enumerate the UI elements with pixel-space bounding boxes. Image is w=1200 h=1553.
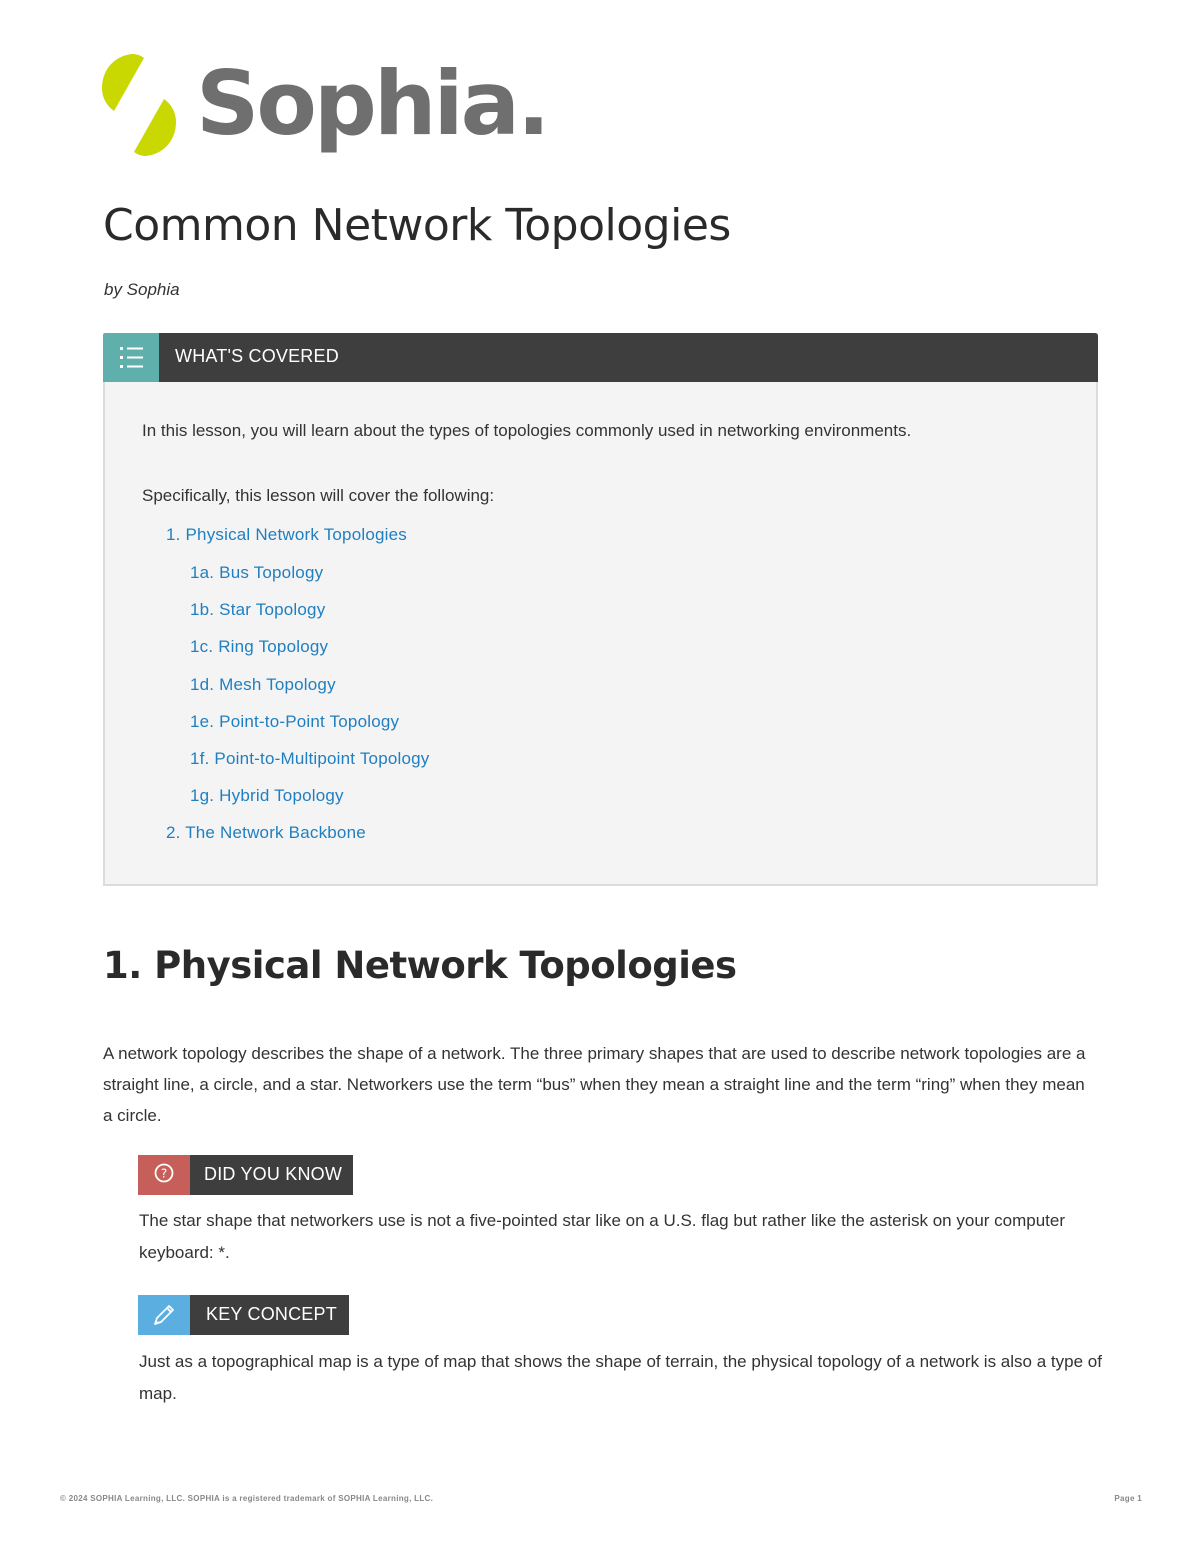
toc-link-physical-network-topologies[interactable]: 1. Physical Network Topologies — [166, 525, 407, 544]
did-you-know-title: DID YOU KNOW — [204, 1164, 343, 1184]
whats-covered-box — [103, 333, 1098, 886]
byline: by Sophia — [104, 280, 180, 299]
footer-copyright: © 2024 SOPHIA Learning, LLC. SOPHIA is a registered trademark of SOPHIA Learning, LLC. — [60, 1494, 434, 1503]
svg-text:?: ? — [160, 1166, 168, 1181]
footer-page-number: Page 1 — [1114, 1494, 1142, 1503]
toc-link-point-to-point-topology[interactable]: 1e. Point-to-Point Topology — [190, 712, 400, 731]
key-concept-title: KEY CONCEPT — [206, 1304, 337, 1324]
page-title: Common Network Topologies — [103, 200, 731, 251]
whats-covered-specifically: Specifically, this lesson will cover the following: — [142, 486, 495, 505]
toc-link-mesh-topology[interactable]: 1d. Mesh Topology — [190, 675, 336, 694]
list-icon — [103, 333, 159, 382]
sophia-logo — [100, 52, 548, 162]
question-circle-icon — [138, 1155, 190, 1195]
sophia-logo-wordmark: Sophia. — [196, 52, 548, 155]
section-paragraph: A network topology describes the shape of a network. The three primary shapes that are used to describe network topologies are a straight line, a circle, and a star. Networkers use the term “bus” when they mean a straight line and the term “ring” when they mean a circle. — [103, 1044, 1086, 1125]
toc-link-hybrid-topology[interactable]: 1g. Hybrid Topology — [190, 786, 344, 805]
toc-link-bus-topology[interactable]: 1a. Bus Topology — [190, 563, 324, 582]
whats-covered-header — [103, 333, 1098, 382]
toc-link-star-topology[interactable]: 1b. Star Topology — [190, 600, 326, 619]
key-concept-label — [138, 1295, 349, 1335]
whats-covered-title: WHAT'S COVERED — [175, 346, 339, 366]
pen-icon — [138, 1295, 190, 1335]
toc-link-network-backbone[interactable]: 2. The Network Backbone — [166, 823, 366, 842]
did-you-know-text: The star shape that networkers use is not a five-pointed star like on a U.S. flag but rather like the asterisk on your computer keyboard: *. — [139, 1211, 1066, 1262]
whats-covered-intro: In this lesson, you will learn about the types of topologies commonly used in networking environments. — [142, 421, 912, 440]
section-heading-physical-network-topologies: 1. Physical Network Topologies — [103, 944, 737, 987]
toc-link-point-to-multipoint-topology[interactable]: 1f. Point-to-Multipoint Topology — [190, 749, 430, 768]
sophia-logo-mark-icon — [100, 52, 178, 158]
toc-link-ring-topology[interactable]: 1c. Ring Topology — [190, 637, 329, 656]
did-you-know-label — [138, 1155, 353, 1195]
key-concept-text: Just as a topographical map is a type of map that shows the shape of terrain, the physical topology of a network is also a type of map. — [139, 1352, 1102, 1403]
